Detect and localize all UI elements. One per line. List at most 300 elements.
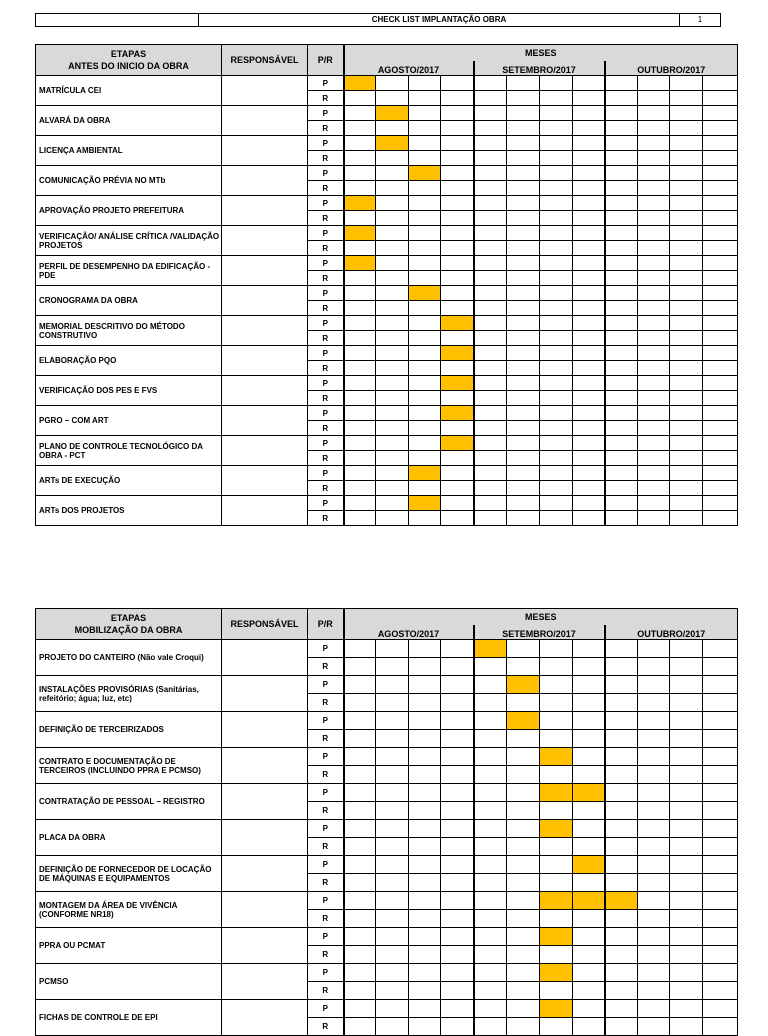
realized-week-cell[interactable] [670,946,703,964]
planned-week-cell[interactable] [507,136,540,151]
realized-week-cell[interactable] [507,181,540,196]
realized-week-cell[interactable] [409,361,441,376]
planned-week-cell[interactable] [376,964,409,982]
realized-week-cell[interactable] [605,511,638,526]
realized-week-cell[interactable] [605,946,638,964]
planned-week-cell[interactable] [703,1000,738,1018]
planned-week-cell[interactable] [540,256,573,271]
planned-week-cell[interactable] [441,376,474,391]
realized-week-cell[interactable] [344,481,376,496]
planned-week-cell[interactable] [638,784,670,802]
planned-week-cell[interactable] [409,166,441,181]
planned-week-cell[interactable] [344,406,376,421]
planned-week-cell[interactable] [376,226,409,241]
planned-week-cell[interactable] [474,316,507,331]
planned-week-cell[interactable] [670,436,703,451]
planned-week-cell[interactable] [409,286,441,301]
realized-week-cell[interactable] [605,838,638,856]
planned-week-cell[interactable] [441,820,474,838]
planned-week-cell[interactable] [507,1000,540,1018]
realized-week-cell[interactable] [441,802,474,820]
realized-week-cell[interactable] [474,391,507,406]
planned-week-cell[interactable] [638,286,670,301]
realized-week-cell[interactable] [507,511,540,526]
realized-week-cell[interactable] [507,982,540,1000]
realized-week-cell[interactable] [703,151,738,166]
realized-week-cell[interactable] [638,151,670,166]
planned-week-cell[interactable] [573,316,605,331]
planned-week-cell[interactable] [344,784,376,802]
responsavel-cell[interactable] [222,712,308,748]
planned-week-cell[interactable] [344,928,376,946]
planned-week-cell[interactable] [409,928,441,946]
realized-week-cell[interactable] [540,361,573,376]
planned-week-cell[interactable] [441,892,474,910]
planned-week-cell[interactable] [376,1000,409,1018]
realized-week-cell[interactable] [638,241,670,256]
realized-week-cell[interactable] [474,151,507,166]
planned-week-cell[interactable] [573,196,605,211]
realized-week-cell[interactable] [409,271,441,286]
realized-week-cell[interactable] [409,874,441,892]
planned-week-cell[interactable] [703,316,738,331]
planned-week-cell[interactable] [670,226,703,241]
realized-week-cell[interactable] [441,766,474,784]
planned-week-cell[interactable] [670,928,703,946]
realized-week-cell[interactable] [507,910,540,928]
planned-week-cell[interactable] [540,640,573,658]
realized-week-cell[interactable] [638,874,670,892]
realized-week-cell[interactable] [703,511,738,526]
planned-week-cell[interactable] [376,856,409,874]
realized-week-cell[interactable] [573,451,605,466]
planned-week-cell[interactable] [605,346,638,361]
planned-week-cell[interactable] [474,226,507,241]
realized-week-cell[interactable] [573,910,605,928]
realized-week-cell[interactable] [638,658,670,676]
realized-week-cell[interactable] [344,331,376,346]
realized-week-cell[interactable] [638,181,670,196]
planned-week-cell[interactable] [507,376,540,391]
realized-week-cell[interactable] [573,301,605,316]
planned-week-cell[interactable] [573,892,605,910]
realized-week-cell[interactable] [344,982,376,1000]
realized-week-cell[interactable] [703,730,738,748]
planned-week-cell[interactable] [703,286,738,301]
planned-week-cell[interactable] [441,286,474,301]
planned-week-cell[interactable] [540,928,573,946]
planned-week-cell[interactable] [703,466,738,481]
planned-week-cell[interactable] [703,346,738,361]
realized-week-cell[interactable] [474,331,507,346]
realized-week-cell[interactable] [441,838,474,856]
realized-week-cell[interactable] [670,181,703,196]
realized-week-cell[interactable] [605,331,638,346]
realized-week-cell[interactable] [540,451,573,466]
planned-week-cell[interactable] [376,466,409,481]
planned-week-cell[interactable] [573,820,605,838]
realized-week-cell[interactable] [703,802,738,820]
realized-week-cell[interactable] [441,874,474,892]
planned-week-cell[interactable] [573,466,605,481]
planned-week-cell[interactable] [638,712,670,730]
realized-week-cell[interactable] [409,211,441,226]
realized-week-cell[interactable] [409,451,441,466]
planned-week-cell[interactable] [507,640,540,658]
realized-week-cell[interactable] [638,91,670,106]
realized-week-cell[interactable] [507,361,540,376]
realized-week-cell[interactable] [573,91,605,106]
realized-week-cell[interactable] [638,481,670,496]
realized-week-cell[interactable] [441,181,474,196]
realized-week-cell[interactable] [670,874,703,892]
planned-week-cell[interactable] [638,316,670,331]
realized-week-cell[interactable] [344,694,376,712]
realized-week-cell[interactable] [638,766,670,784]
realized-week-cell[interactable] [670,511,703,526]
realized-week-cell[interactable] [344,361,376,376]
planned-week-cell[interactable] [507,286,540,301]
responsavel-cell[interactable] [222,346,308,376]
realized-week-cell[interactable] [638,1018,670,1036]
planned-week-cell[interactable] [638,964,670,982]
planned-week-cell[interactable] [638,892,670,910]
planned-week-cell[interactable] [474,256,507,271]
planned-week-cell[interactable] [670,712,703,730]
realized-week-cell[interactable] [605,1018,638,1036]
planned-week-cell[interactable] [507,928,540,946]
realized-week-cell[interactable] [474,511,507,526]
planned-week-cell[interactable] [507,820,540,838]
responsavel-cell[interactable] [222,436,308,466]
planned-week-cell[interactable] [441,226,474,241]
responsavel-cell[interactable] [222,136,308,166]
realized-week-cell[interactable] [540,946,573,964]
planned-week-cell[interactable] [573,748,605,766]
planned-week-cell[interactable] [376,928,409,946]
planned-week-cell[interactable] [703,748,738,766]
realized-week-cell[interactable] [409,121,441,136]
planned-week-cell[interactable] [344,748,376,766]
planned-week-cell[interactable] [507,784,540,802]
planned-week-cell[interactable] [605,76,638,91]
realized-week-cell[interactable] [540,730,573,748]
responsavel-cell[interactable] [222,226,308,256]
realized-week-cell[interactable] [703,658,738,676]
planned-week-cell[interactable] [638,748,670,766]
realized-week-cell[interactable] [638,331,670,346]
planned-week-cell[interactable] [670,466,703,481]
planned-week-cell[interactable] [376,106,409,121]
realized-week-cell[interactable] [638,838,670,856]
planned-week-cell[interactable] [605,256,638,271]
realized-week-cell[interactable] [409,181,441,196]
planned-week-cell[interactable] [605,166,638,181]
realized-week-cell[interactable] [344,271,376,286]
realized-week-cell[interactable] [507,802,540,820]
realized-week-cell[interactable] [376,481,409,496]
realized-week-cell[interactable] [605,391,638,406]
realized-week-cell[interactable] [703,331,738,346]
planned-week-cell[interactable] [703,784,738,802]
planned-week-cell[interactable] [507,892,540,910]
planned-week-cell[interactable] [670,316,703,331]
realized-week-cell[interactable] [540,874,573,892]
realized-week-cell[interactable] [605,91,638,106]
realized-week-cell[interactable] [638,802,670,820]
planned-week-cell[interactable] [573,436,605,451]
planned-week-cell[interactable] [638,376,670,391]
planned-week-cell[interactable] [670,1000,703,1018]
realized-week-cell[interactable] [573,151,605,166]
realized-week-cell[interactable] [703,838,738,856]
planned-week-cell[interactable] [474,496,507,511]
planned-week-cell[interactable] [344,136,376,151]
realized-week-cell[interactable] [409,391,441,406]
planned-week-cell[interactable] [344,106,376,121]
realized-week-cell[interactable] [670,1018,703,1036]
realized-week-cell[interactable] [474,730,507,748]
planned-week-cell[interactable] [441,712,474,730]
planned-week-cell[interactable] [344,676,376,694]
planned-week-cell[interactable] [638,196,670,211]
realized-week-cell[interactable] [670,658,703,676]
realized-week-cell[interactable] [474,181,507,196]
realized-week-cell[interactable] [344,211,376,226]
realized-week-cell[interactable] [441,271,474,286]
realized-week-cell[interactable] [507,730,540,748]
planned-week-cell[interactable] [344,286,376,301]
planned-week-cell[interactable] [540,784,573,802]
realized-week-cell[interactable] [638,694,670,712]
planned-week-cell[interactable] [344,964,376,982]
realized-week-cell[interactable] [441,331,474,346]
planned-week-cell[interactable] [670,964,703,982]
planned-week-cell[interactable] [540,406,573,421]
planned-week-cell[interactable] [344,892,376,910]
realized-week-cell[interactable] [670,451,703,466]
realized-week-cell[interactable] [540,91,573,106]
realized-week-cell[interactable] [474,451,507,466]
realized-week-cell[interactable] [376,1018,409,1036]
realized-week-cell[interactable] [441,946,474,964]
realized-week-cell[interactable] [344,730,376,748]
planned-week-cell[interactable] [441,256,474,271]
planned-week-cell[interactable] [540,316,573,331]
planned-week-cell[interactable] [409,466,441,481]
realized-week-cell[interactable] [573,946,605,964]
realized-week-cell[interactable] [605,211,638,226]
realized-week-cell[interactable] [703,874,738,892]
responsavel-cell[interactable] [222,964,308,1000]
responsavel-cell[interactable] [222,256,308,286]
planned-week-cell[interactable] [670,406,703,421]
planned-week-cell[interactable] [409,640,441,658]
planned-week-cell[interactable] [605,496,638,511]
realized-week-cell[interactable] [474,766,507,784]
planned-week-cell[interactable] [344,376,376,391]
planned-week-cell[interactable] [474,346,507,361]
realized-week-cell[interactable] [344,91,376,106]
realized-week-cell[interactable] [474,694,507,712]
planned-week-cell[interactable] [344,1000,376,1018]
realized-week-cell[interactable] [474,121,507,136]
realized-week-cell[interactable] [703,301,738,316]
realized-week-cell[interactable] [605,874,638,892]
realized-week-cell[interactable] [670,151,703,166]
realized-week-cell[interactable] [638,361,670,376]
realized-week-cell[interactable] [703,241,738,256]
responsavel-cell[interactable] [222,76,308,106]
realized-week-cell[interactable] [409,838,441,856]
planned-week-cell[interactable] [474,928,507,946]
planned-week-cell[interactable] [638,256,670,271]
realized-week-cell[interactable] [409,241,441,256]
planned-week-cell[interactable] [703,928,738,946]
planned-week-cell[interactable] [409,712,441,730]
planned-week-cell[interactable] [507,676,540,694]
realized-week-cell[interactable] [409,910,441,928]
planned-week-cell[interactable] [344,640,376,658]
realized-week-cell[interactable] [507,151,540,166]
realized-week-cell[interactable] [376,211,409,226]
realized-week-cell[interactable] [507,1018,540,1036]
planned-week-cell[interactable] [605,892,638,910]
realized-week-cell[interactable] [540,802,573,820]
planned-week-cell[interactable] [376,748,409,766]
planned-week-cell[interactable] [703,106,738,121]
planned-week-cell[interactable] [376,136,409,151]
planned-week-cell[interactable] [573,640,605,658]
responsavel-cell[interactable] [222,748,308,784]
realized-week-cell[interactable] [409,421,441,436]
planned-week-cell[interactable] [344,76,376,91]
planned-week-cell[interactable] [474,166,507,181]
realized-week-cell[interactable] [573,271,605,286]
realized-week-cell[interactable] [376,361,409,376]
realized-week-cell[interactable] [540,421,573,436]
planned-week-cell[interactable] [605,748,638,766]
realized-week-cell[interactable] [344,121,376,136]
realized-week-cell[interactable] [638,451,670,466]
realized-week-cell[interactable] [540,481,573,496]
realized-week-cell[interactable] [540,241,573,256]
planned-week-cell[interactable] [573,376,605,391]
planned-week-cell[interactable] [638,856,670,874]
planned-week-cell[interactable] [507,196,540,211]
planned-week-cell[interactable] [507,256,540,271]
planned-week-cell[interactable] [376,892,409,910]
realized-week-cell[interactable] [507,694,540,712]
realized-week-cell[interactable] [376,658,409,676]
realized-week-cell[interactable] [573,361,605,376]
realized-week-cell[interactable] [474,421,507,436]
planned-week-cell[interactable] [441,676,474,694]
realized-week-cell[interactable] [441,241,474,256]
planned-week-cell[interactable] [441,748,474,766]
realized-week-cell[interactable] [573,694,605,712]
realized-week-cell[interactable] [441,421,474,436]
realized-week-cell[interactable] [605,271,638,286]
realized-week-cell[interactable] [670,802,703,820]
planned-week-cell[interactable] [441,466,474,481]
planned-week-cell[interactable] [409,136,441,151]
planned-week-cell[interactable] [540,436,573,451]
planned-week-cell[interactable] [638,226,670,241]
realized-week-cell[interactable] [507,391,540,406]
planned-week-cell[interactable] [474,466,507,481]
planned-week-cell[interactable] [441,784,474,802]
planned-week-cell[interactable] [605,856,638,874]
planned-week-cell[interactable] [605,106,638,121]
planned-week-cell[interactable] [409,346,441,361]
planned-week-cell[interactable] [638,406,670,421]
realized-week-cell[interactable] [376,766,409,784]
planned-week-cell[interactable] [670,346,703,361]
realized-week-cell[interactable] [573,121,605,136]
planned-week-cell[interactable] [474,406,507,421]
realized-week-cell[interactable] [344,451,376,466]
realized-week-cell[interactable] [507,211,540,226]
realized-week-cell[interactable] [703,91,738,106]
planned-week-cell[interactable] [409,106,441,121]
planned-week-cell[interactable] [540,226,573,241]
planned-week-cell[interactable] [703,820,738,838]
planned-week-cell[interactable] [703,256,738,271]
realized-week-cell[interactable] [573,211,605,226]
planned-week-cell[interactable] [573,928,605,946]
planned-week-cell[interactable] [441,496,474,511]
planned-week-cell[interactable] [474,748,507,766]
realized-week-cell[interactable] [638,421,670,436]
planned-week-cell[interactable] [573,76,605,91]
planned-week-cell[interactable] [573,964,605,982]
realized-week-cell[interactable] [703,694,738,712]
planned-week-cell[interactable] [344,466,376,481]
realized-week-cell[interactable] [441,361,474,376]
planned-week-cell[interactable] [474,76,507,91]
realized-week-cell[interactable] [474,874,507,892]
planned-week-cell[interactable] [670,676,703,694]
planned-week-cell[interactable] [703,406,738,421]
planned-week-cell[interactable] [376,286,409,301]
planned-week-cell[interactable] [638,928,670,946]
realized-week-cell[interactable] [605,241,638,256]
realized-week-cell[interactable] [703,1018,738,1036]
planned-week-cell[interactable] [540,166,573,181]
realized-week-cell[interactable] [441,730,474,748]
planned-week-cell[interactable] [409,748,441,766]
realized-week-cell[interactable] [605,658,638,676]
planned-week-cell[interactable] [605,928,638,946]
planned-week-cell[interactable] [376,166,409,181]
planned-week-cell[interactable] [605,226,638,241]
planned-week-cell[interactable] [573,406,605,421]
planned-week-cell[interactable] [670,376,703,391]
realized-week-cell[interactable] [605,361,638,376]
realized-week-cell[interactable] [605,301,638,316]
planned-week-cell[interactable] [409,76,441,91]
planned-week-cell[interactable] [605,436,638,451]
planned-week-cell[interactable] [441,316,474,331]
realized-week-cell[interactable] [376,511,409,526]
realized-week-cell[interactable] [573,730,605,748]
realized-week-cell[interactable] [573,874,605,892]
planned-week-cell[interactable] [605,640,638,658]
planned-week-cell[interactable] [540,106,573,121]
planned-week-cell[interactable] [344,820,376,838]
realized-week-cell[interactable] [376,874,409,892]
